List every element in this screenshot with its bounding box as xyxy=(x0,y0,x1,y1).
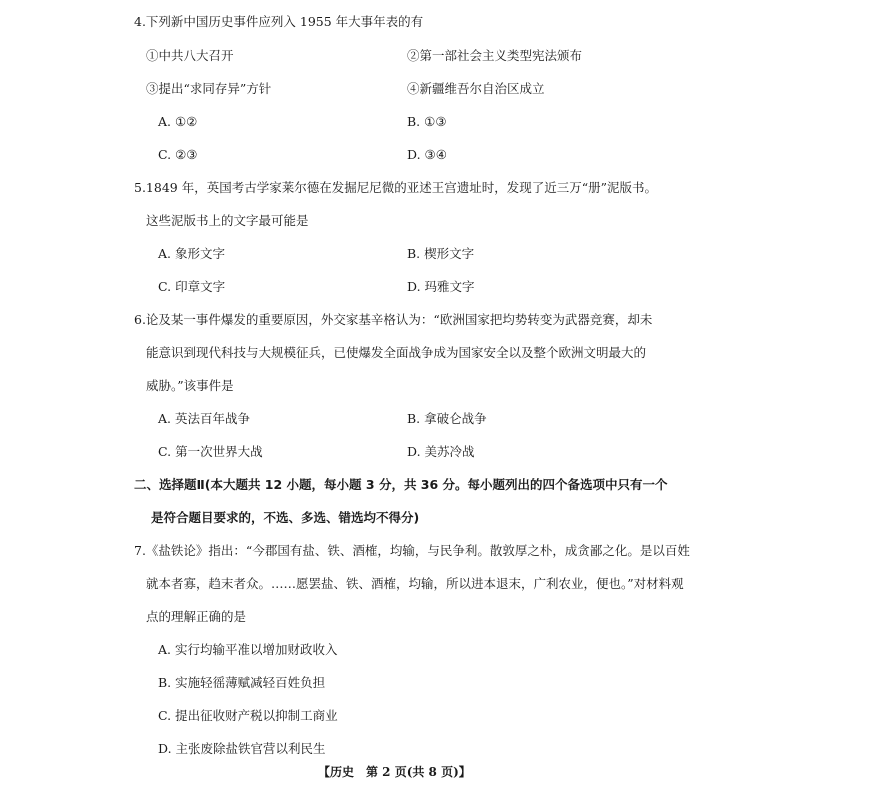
q5-stem-line-2: 这些泥版书上的文字最可能是 xyxy=(146,213,309,228)
q7-stem-line-2: 就本者寡，趋末者众。……愿罢盐、铁、酒榷，均输，所以进本退末，广利农业，便也。”对材料观 xyxy=(146,576,684,591)
q6-option-c: C. 第一次世界大战 xyxy=(158,444,263,459)
page-footer: 【历史 第 2 页(共 8 页)】 xyxy=(318,765,471,779)
q4-item-2: ②第一部社会主义类型宪法颁布 xyxy=(407,48,583,63)
section-2-heading-line-2: 是符合题目要求的，不选、多选、错选均不得分) xyxy=(151,510,420,525)
q6-option-b: B. 拿破仑战争 xyxy=(407,411,487,426)
q4-stem: 4.下列新中国历史事件应列入 1955 年大事年表的有 xyxy=(134,14,424,29)
q4-option-a: A. ①② xyxy=(158,114,198,129)
q7-option-a: A. 实行均输平准以增加财政收入 xyxy=(158,642,338,657)
q7-stem-line-1: 7.《盐铁论》指出：“今郡国有盐、铁、酒榷，均输，与民争利。散敦厚之朴，成贪鄙之化。是以百姓 xyxy=(134,543,690,558)
q5-stem-line-1: 5.1849 年，英国考古学家莱尔德在发掘尼尼微的亚述王宫遗址时，发现了近三万“册”泥版书。 xyxy=(134,180,657,195)
q5-option-c: C. 印章文字 xyxy=(158,279,226,294)
q4-option-d: D. ③④ xyxy=(407,147,447,162)
q7-option-c: C. 提出征收财产税以抑制工商业 xyxy=(158,708,338,723)
q6-stem-line-2: 能意识到现代科技与大规模征兵，已使爆发全面战争成为国家安全以及整个欧洲文明最大的 xyxy=(146,345,647,360)
q4-item-3: ③提出“求同存异”方针 xyxy=(146,81,272,96)
q7-option-d: D. 主张废除盐铁官营以利民生 xyxy=(158,741,326,756)
q6-stem-line-3: 威胁。”该事件是 xyxy=(146,378,234,393)
q4-item-1: ①中共八大召开 xyxy=(146,48,234,63)
q6-stem-line-1: 6.论及某一事件爆发的重要原因，外交家基辛格认为：“欧洲国家把均势转变为武器竞赛，却未 xyxy=(134,312,653,327)
q7-stem-line-3: 点的理解正确的是 xyxy=(146,609,247,624)
q4-option-b: B. ①③ xyxy=(407,114,447,129)
q6-option-a: A. 英法百年战争 xyxy=(158,411,250,426)
q5-option-d: D. 玛雅文字 xyxy=(407,279,475,294)
section-2-heading-line-1: 二、选择题Ⅱ(本大题共 12 小题，每小题 3 分，共 36 分。每小题列出的四个备选项中只有一个 xyxy=(134,477,668,492)
q6-option-d: D. 美苏冷战 xyxy=(407,444,475,459)
q4-item-4: ④新疆维吾尔自治区成立 xyxy=(407,81,545,96)
q5-option-b: B. 楔形文字 xyxy=(407,246,475,261)
q7-option-b: B. 实施轻徭薄赋减轻百姓负担 xyxy=(158,675,326,690)
q5-option-a: A. 象形文字 xyxy=(158,246,225,261)
q4-option-c: C. ②③ xyxy=(158,147,198,162)
